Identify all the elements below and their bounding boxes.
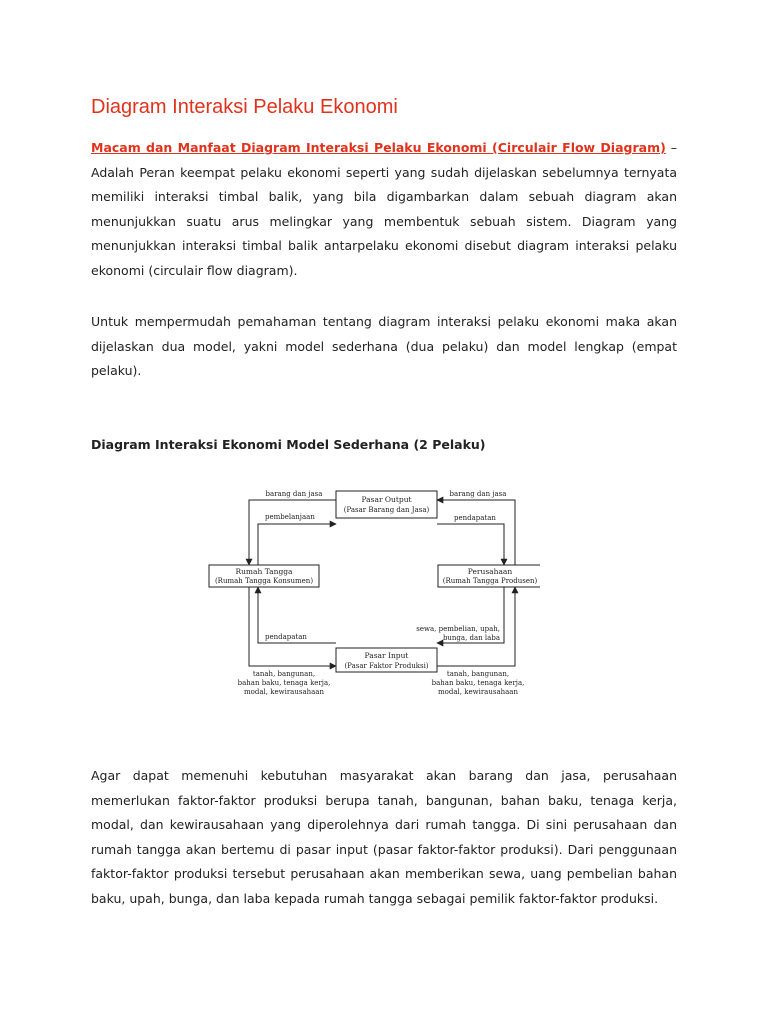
label-factors-right-2: bahan baku, tenaga kerja, xyxy=(431,679,525,687)
label-sewa-2: bunga, dan laba xyxy=(442,634,500,642)
pasar-input-box xyxy=(336,648,437,672)
article-link[interactable]: Macam dan Manfaat Diagram Interaksi Pelaku Ekonomi (Circulair Flow Diagram) xyxy=(91,140,666,155)
flow-barang-right xyxy=(437,500,515,565)
pasar-input-title: Pasar Input xyxy=(364,651,409,660)
label-factors-left-2: bahan baku, tenaga kerja, xyxy=(237,679,331,687)
perusahaan-subtitle: (Rumah Tangga Produsen) xyxy=(442,577,538,585)
flow-barang-left xyxy=(249,500,336,565)
rumah-tangga-subtitle: (Rumah Tangga Konsumen) xyxy=(214,577,314,585)
label-factors-right-1: tanah, bangunan, xyxy=(446,670,510,678)
rumah-tangga-title: Rumah Tangga xyxy=(235,567,293,576)
circular-flow-diagram xyxy=(200,480,540,705)
label-pendapatan-top: pendapatan xyxy=(454,514,496,522)
perusahaan-title: Perusahaan xyxy=(467,567,513,576)
section-subheading: Diagram Interaksi Ekonomi Model Sederhana (2 Pelaku) xyxy=(91,437,486,452)
intro-text: Adalah Peran keempat pelaku ekonomi seperti yang sudah dijelaskan sebelumnya ternyata memiliki interaksi timbal balik, yang bila digambarkan dalam sebuah diagram akan menunjukkan suatu arus melingkar yang membentuk sebuah sistem. Diagram yang menunjukkan interaksi timbal balik antarpelaku ekonomi disebut diagram interaksi pelaku ekonomi (circulair flow diagram). xyxy=(91,164,677,278)
paragraph-models: Untuk mempermudah pemahaman tentang diagram interaksi pelaku ekonomi maka akan dijelaskan dua model, yakni model sederhana (dua pelaku) dan model lengkap (empat pelaku). xyxy=(91,314,677,378)
label-sewa-1: sewa, pembelian, upah, xyxy=(416,625,500,633)
label-pembelanjaan: pembelanjaan xyxy=(265,513,315,521)
flow-pendapatan-top xyxy=(437,524,504,565)
paragraph-explanation: Agar dapat memenuhi kebutuhan masyarakat akan barang dan jasa, perusahaan memerlukan faktor-faktor produksi berupa tanah, bangunan, bahan baku, tenaga kerja, modal, dan kewirausahaan yang diperolehnya dari rumah tangga. Di sini perusahaan dan rumah tangga akan bertemu di pasar input (pasar faktor-faktor produksi). Dari penggunaan faktor-faktor produksi tersebut perusahaan akan memberikan sewa, uang pembelian bahan baku, upah, bunga, dan laba kepada rumah tangga sebagai pemilik faktor-faktor produksi. xyxy=(91,768,677,906)
label-barang-left: barang dan jasa xyxy=(265,490,323,498)
pasar-input-subtitle: (Pasar Faktor Produksi) xyxy=(344,662,429,670)
perusahaan-box xyxy=(438,565,540,587)
label-barang-right: barang dan jasa xyxy=(449,490,507,498)
flow-factors-left xyxy=(249,587,336,666)
flow-pembelanjaan xyxy=(258,524,336,565)
label-factors-left-1: tanah, bangunan, xyxy=(252,670,316,678)
pasar-output-box xyxy=(336,491,437,518)
label-pendapatan-bottom: pendapatan xyxy=(265,633,307,641)
label-factors-left-3: modal, kewirausahaan xyxy=(244,688,324,696)
page-title: Diagram Interaksi Pelaku Ekonomi xyxy=(91,96,398,118)
rumah-tangga-box xyxy=(209,565,319,587)
label-factors-right-3: modal, kewirausahaan xyxy=(438,688,518,696)
intro-paragraph xyxy=(91,136,677,283)
intro-dash: – xyxy=(665,140,677,155)
pasar-output-subtitle: (Pasar Barang dan Jasa) xyxy=(343,506,430,514)
pasar-output-title: Pasar Output xyxy=(361,495,412,504)
